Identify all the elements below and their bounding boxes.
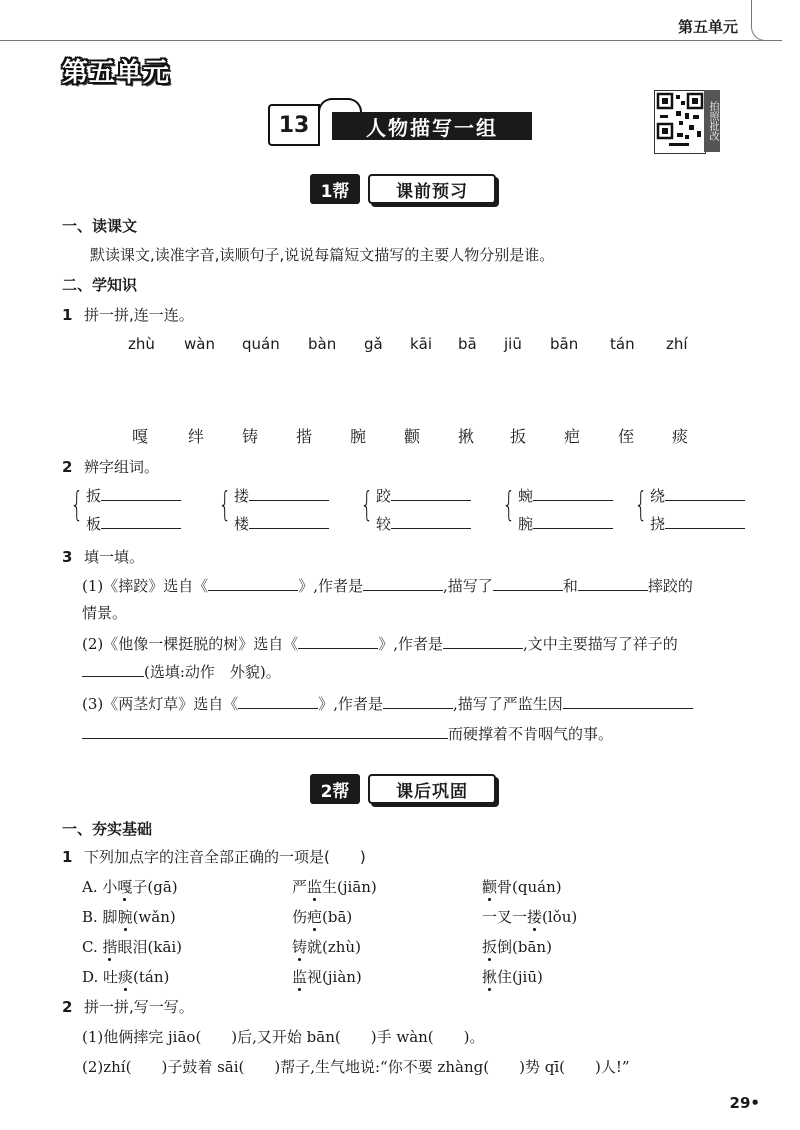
- header-unit-tag: 第五单元: [677, 18, 738, 36]
- option-d[interactable]: D. 吐痰(tán): [82, 968, 170, 986]
- pinyin-item[interactable]: zhù: [128, 335, 155, 353]
- unit-title: 第五单元: [62, 58, 171, 88]
- character-item[interactable]: 绊: [188, 427, 205, 446]
- question-number: 1: [62, 306, 73, 324]
- answer-blank[interactable]: [363, 574, 443, 591]
- brace-icon: {: [70, 485, 84, 525]
- fill-text: ,描写了: [443, 577, 493, 595]
- header-rule: [0, 40, 770, 41]
- choice-options: [82, 876, 722, 996]
- fill-line-2: [82, 632, 678, 654]
- question-text: 下列加点字的注音全部正确的一项是( ): [84, 848, 366, 866]
- question-text: 拼一拼,写一写。: [84, 998, 194, 1016]
- read-text-instruction: 默读课文,读准字音,读顺句子,说说每篇短文描写的主要人物分别是谁。: [90, 246, 555, 264]
- character-item[interactable]: 扳: [510, 427, 527, 446]
- pinyin-item[interactable]: bā: [458, 335, 477, 353]
- pair-char: 腕: [518, 515, 534, 533]
- brace-icon: {: [634, 485, 648, 525]
- section-learn-knowledge: 二、学知识: [62, 276, 138, 294]
- answer-blank[interactable]: [249, 512, 329, 529]
- qr-code-icon[interactable]: [654, 90, 706, 154]
- pinyin-item[interactable]: kāi: [410, 335, 433, 353]
- question-3: [62, 546, 144, 567]
- answer-blank[interactable]: [298, 632, 378, 649]
- pair-char: 较: [376, 515, 392, 533]
- answer-blank[interactable]: [82, 660, 144, 677]
- option-d-item: 揪住(jiū): [482, 968, 543, 986]
- pinyin-item[interactable]: tán: [610, 335, 635, 353]
- question-text: 辨字组词。: [84, 458, 160, 476]
- question-number: 2: [62, 458, 73, 476]
- pair-char: 板: [86, 515, 102, 533]
- option-b-item: 一叉一搂(lǒu): [482, 908, 578, 926]
- section-foundation: 一、夯实基础: [62, 820, 153, 838]
- answer-blank[interactable]: [533, 484, 613, 501]
- fill-line-1b: 情景。: [82, 604, 128, 622]
- fill-text: (3)《两茎灯草》选自《: [82, 695, 239, 713]
- pair-char: 搂: [234, 487, 250, 505]
- option-a[interactable]: A. 小嘎子(gā): [82, 878, 178, 896]
- answer-blank[interactable]: [383, 692, 453, 709]
- qr-label: 拍照批改: [704, 90, 720, 152]
- pinyin-item[interactable]: zhí: [666, 335, 688, 353]
- character-item[interactable]: 铸: [242, 427, 259, 446]
- question-number: 2: [62, 998, 73, 1016]
- option-a-item: 颧骨(quán): [482, 878, 562, 896]
- answer-blank[interactable]: [101, 512, 181, 529]
- option-c-item: 铸就(zhù): [292, 938, 361, 956]
- fill-text: 摔跤的: [647, 577, 693, 595]
- fill-text: 》,作者是: [378, 635, 444, 653]
- option-a-item: 严监生(jiān): [292, 878, 377, 896]
- question-number: 3: [62, 548, 73, 566]
- fill-text: ,描写了严监生因: [453, 695, 563, 713]
- brace-icon: {: [502, 485, 516, 525]
- question-1: [62, 304, 194, 325]
- character-item[interactable]: 痰: [672, 427, 689, 446]
- fill-text: 和: [562, 577, 578, 595]
- character-item[interactable]: 腕: [350, 427, 367, 446]
- answer-blank[interactable]: [82, 722, 448, 739]
- answer-blank[interactable]: [443, 632, 523, 649]
- character-item[interactable]: 疤: [564, 427, 581, 446]
- part2-badge-title: 课后巩固: [368, 774, 496, 804]
- section-read-text: 一、读课文: [62, 217, 138, 235]
- option-d-item: 监视(jiàn): [292, 968, 362, 986]
- pinyin-item[interactable]: gǎ: [364, 335, 383, 353]
- answer-blank[interactable]: [563, 692, 693, 709]
- option-c[interactable]: C. 揩眼泪(kāi): [82, 938, 183, 956]
- answer-blank[interactable]: [665, 512, 745, 529]
- part2-badge-number: 2帮: [310, 774, 360, 804]
- fill-line-2b: [82, 660, 281, 682]
- question-text: 填一填。: [84, 548, 145, 566]
- question-text: 拼一拼,连一连。: [84, 306, 194, 324]
- lesson-title: 人物描写一组: [332, 112, 532, 140]
- pinyin-item[interactable]: bān: [550, 335, 579, 353]
- fill-text: 》,作者是: [318, 695, 384, 713]
- answer-blank[interactable]: [391, 484, 471, 501]
- lesson-banner: [268, 104, 532, 142]
- pair-char: 扳: [86, 487, 102, 505]
- brace-icon: {: [360, 485, 374, 525]
- answer-blank[interactable]: [208, 574, 298, 591]
- fill-text: 》,作者是: [298, 577, 364, 595]
- character-item[interactable]: 嘎: [132, 427, 149, 446]
- character-item[interactable]: 颧: [404, 427, 421, 446]
- fill-line-3b: [82, 722, 613, 744]
- pinyin-item[interactable]: bàn: [308, 335, 337, 353]
- pair-char: 挠: [650, 515, 666, 533]
- answer-blank[interactable]: [533, 512, 613, 529]
- pinyin-write-line-2[interactable]: (2)zhí( )子鼓着 sāi( )帮子,生气地说:“你不要 zhàng( )势 qī( )人!”: [82, 1058, 630, 1076]
- fill-text: (选填:动作 外貌)。: [144, 663, 281, 681]
- pair-char: 绕: [650, 487, 666, 505]
- header-corner: [751, 0, 782, 41]
- pinyin-item[interactable]: wàn: [184, 335, 215, 353]
- answer-blank[interactable]: [391, 512, 471, 529]
- fill-text: (1)《摔跤》选自《: [82, 577, 209, 595]
- pair-char: 楼: [234, 515, 250, 533]
- answer-blank[interactable]: [493, 574, 563, 591]
- answer-blank[interactable]: [101, 484, 181, 501]
- answer-blank[interactable]: [665, 484, 745, 501]
- fill-line-1: [82, 574, 693, 596]
- pinyin-item[interactable]: jiū: [504, 335, 522, 353]
- answer-blank[interactable]: [249, 484, 329, 501]
- lesson-number: 13: [268, 104, 320, 146]
- pinyin-item[interactable]: quán: [242, 335, 280, 353]
- book-icon: [318, 98, 362, 112]
- option-b-item: 伤疤(bā): [292, 908, 353, 926]
- question-number: 1: [62, 848, 73, 866]
- answer-blank[interactable]: [578, 574, 648, 591]
- pair-char: 跤: [376, 487, 392, 505]
- fill-text: 而硬撑着不肯咽气的事。: [448, 725, 614, 743]
- question-2: [62, 456, 159, 477]
- character-item[interactable]: 侄: [618, 427, 635, 446]
- answer-blank[interactable]: [238, 692, 318, 709]
- pinyin-write-line-1[interactable]: (1)他俩摔完 jiāo( )后,又开始 bān( )手 wàn( )。: [82, 1028, 485, 1046]
- part1-badge-number: 1帮: [310, 174, 360, 204]
- fill-line-3: [82, 692, 693, 714]
- character-item[interactable]: 揩: [296, 427, 313, 446]
- fill-text: ,文中主要描写了祥子的: [523, 635, 678, 653]
- character-item[interactable]: 揪: [458, 427, 475, 446]
- page-number: 29•: [729, 1094, 760, 1112]
- question-pinyin-write: [62, 996, 194, 1017]
- option-c-item: 扳倒(bān): [482, 938, 552, 956]
- pair-groups: [72, 482, 772, 538]
- pair-char: 蜿: [518, 487, 534, 505]
- part1-badge-title: 课前预习: [368, 174, 496, 204]
- option-b[interactable]: B. 脚腕(wǎn): [82, 908, 176, 926]
- brace-icon: {: [218, 485, 232, 525]
- fill-text: (2)《他像一棵挺脱的树》选自《: [82, 635, 299, 653]
- question-choice: [62, 846, 366, 867]
